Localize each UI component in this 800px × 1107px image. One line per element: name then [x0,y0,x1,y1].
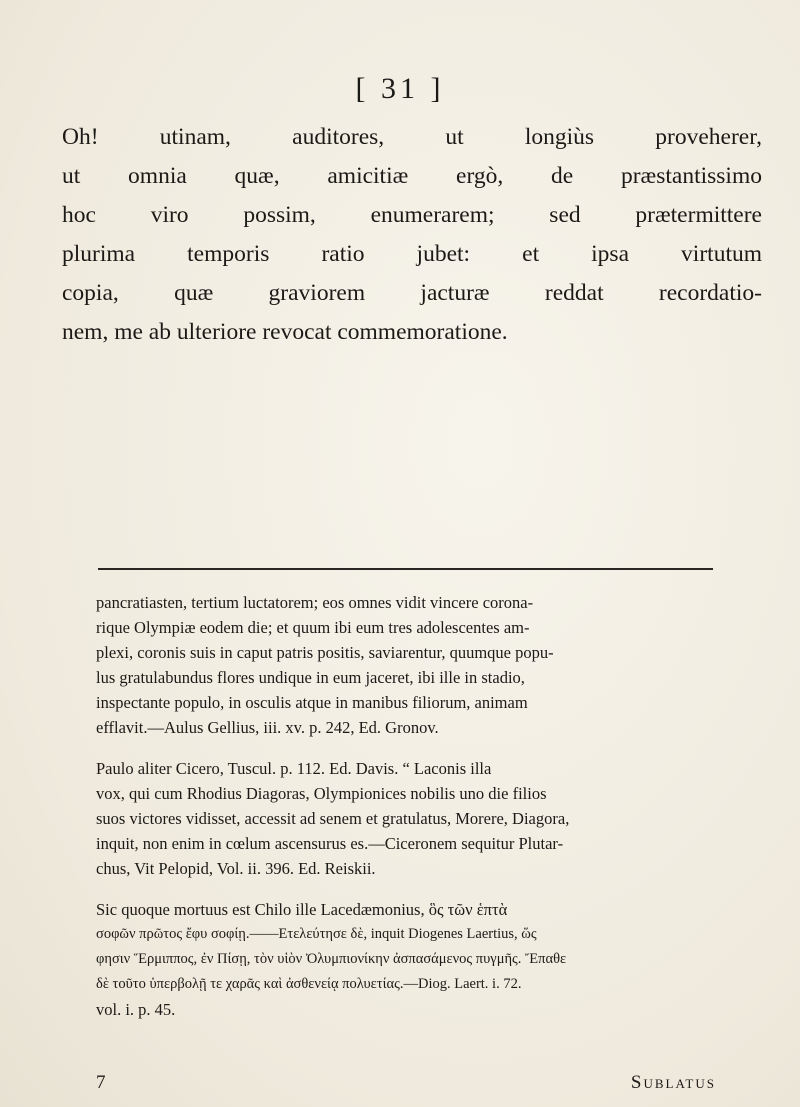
footnote-line: vox, qui cum Rhodius Diagoras, Olympionices nobilis uno die filios [96,784,547,803]
footnote-line: suos victores vidisset, accessit ad senem et gratulatus, Morere, Diagora, [96,809,570,828]
main-text [62,118,762,352]
footnote-line: vol. i. p. 45. [96,1000,176,1019]
footnote-line: inquit, non enim in cœlum ascensurus es.—Ciceronem sequitur Plutar- [96,834,564,853]
page-number: [ 31 ] [355,72,445,105]
footnote-line: plexi, coronis suis in caput patris positis, saviarentur, quumque popu- [96,643,554,662]
footnote-line: efflavit.—Aulus Gellius, iii. xv. p. 242, Ed. Gronov. [96,718,439,737]
main-text-line: plurima temporis ratio jubet: et ipsa virtutum [62,241,762,267]
catchword: Sublatus [630,1072,716,1093]
footnotes [96,590,714,1038]
footnote-line: pancratiasten, tertium luctatorem; eos omnes vidit vincere corona- [96,593,534,612]
main-text-line: Oh! utinam, auditores, ut longiùs proveherer, [62,124,762,150]
main-text-line: copia, quæ graviorem jacturæ reddat recordatio- [62,280,762,306]
footnote-gellius [96,590,714,740]
footnote-line: Sic quoque mortuus est Chilo ille Lacedæmonius, ὃς τῶν ἑπτὰ [96,900,508,919]
signature-mark: 7 [96,1072,106,1093]
footnote-chilo [96,897,714,1022]
footnote-line: rique Olympiæ eodem die; et quum ibi eum tres adolescentes am- [96,618,530,637]
footnote-line: δὲ τοῦτο ὑπερβολῇ τε χαρᾶς καὶ ἀσθενείᾳ πολυετίας.—Diog. Laert. i. 72. [96,976,522,992]
footnote-line: lus gratulabundus flores undique in eum jaceret, ibi ille in stadio, [96,668,525,687]
footnote-cicero [96,756,714,881]
footnote-line: inspectante populo, in osculis atque in manibus filiorum, animam [96,693,528,712]
footnote-line: Paulo aliter Cicero, Tuscul. p. 112. Ed. Davis. “ Laconis illa [96,759,492,778]
main-text-line: nem, me ab ulteriore revocat commemoratione. [62,319,508,345]
main-text-line: hoc viro possim, enumerarem; sed prætermittere [62,202,762,228]
footnote-line: φησιν Ἕρμιππος, ἐν Πίσῃ, τὸν υἱὸν Ὀλυμπιονίκην ἀσπασάμενος πυγμῆς. Ἔπαθε [96,951,567,967]
main-text-line: ut omnia quæ, amicitiæ ergò, de præstantissimo [62,163,762,189]
footnote-rule [98,568,713,570]
footnote-line: σοφῶν πρῶτος ἔφυ σοφίῃ.——Ετελεύτησε δὲ, inquit Diogenes Laertius, ὥς [96,926,537,942]
footnote-line: chus, Vit Pelopid, Vol. ii. 396. Ed. Reiskii. [96,859,376,878]
